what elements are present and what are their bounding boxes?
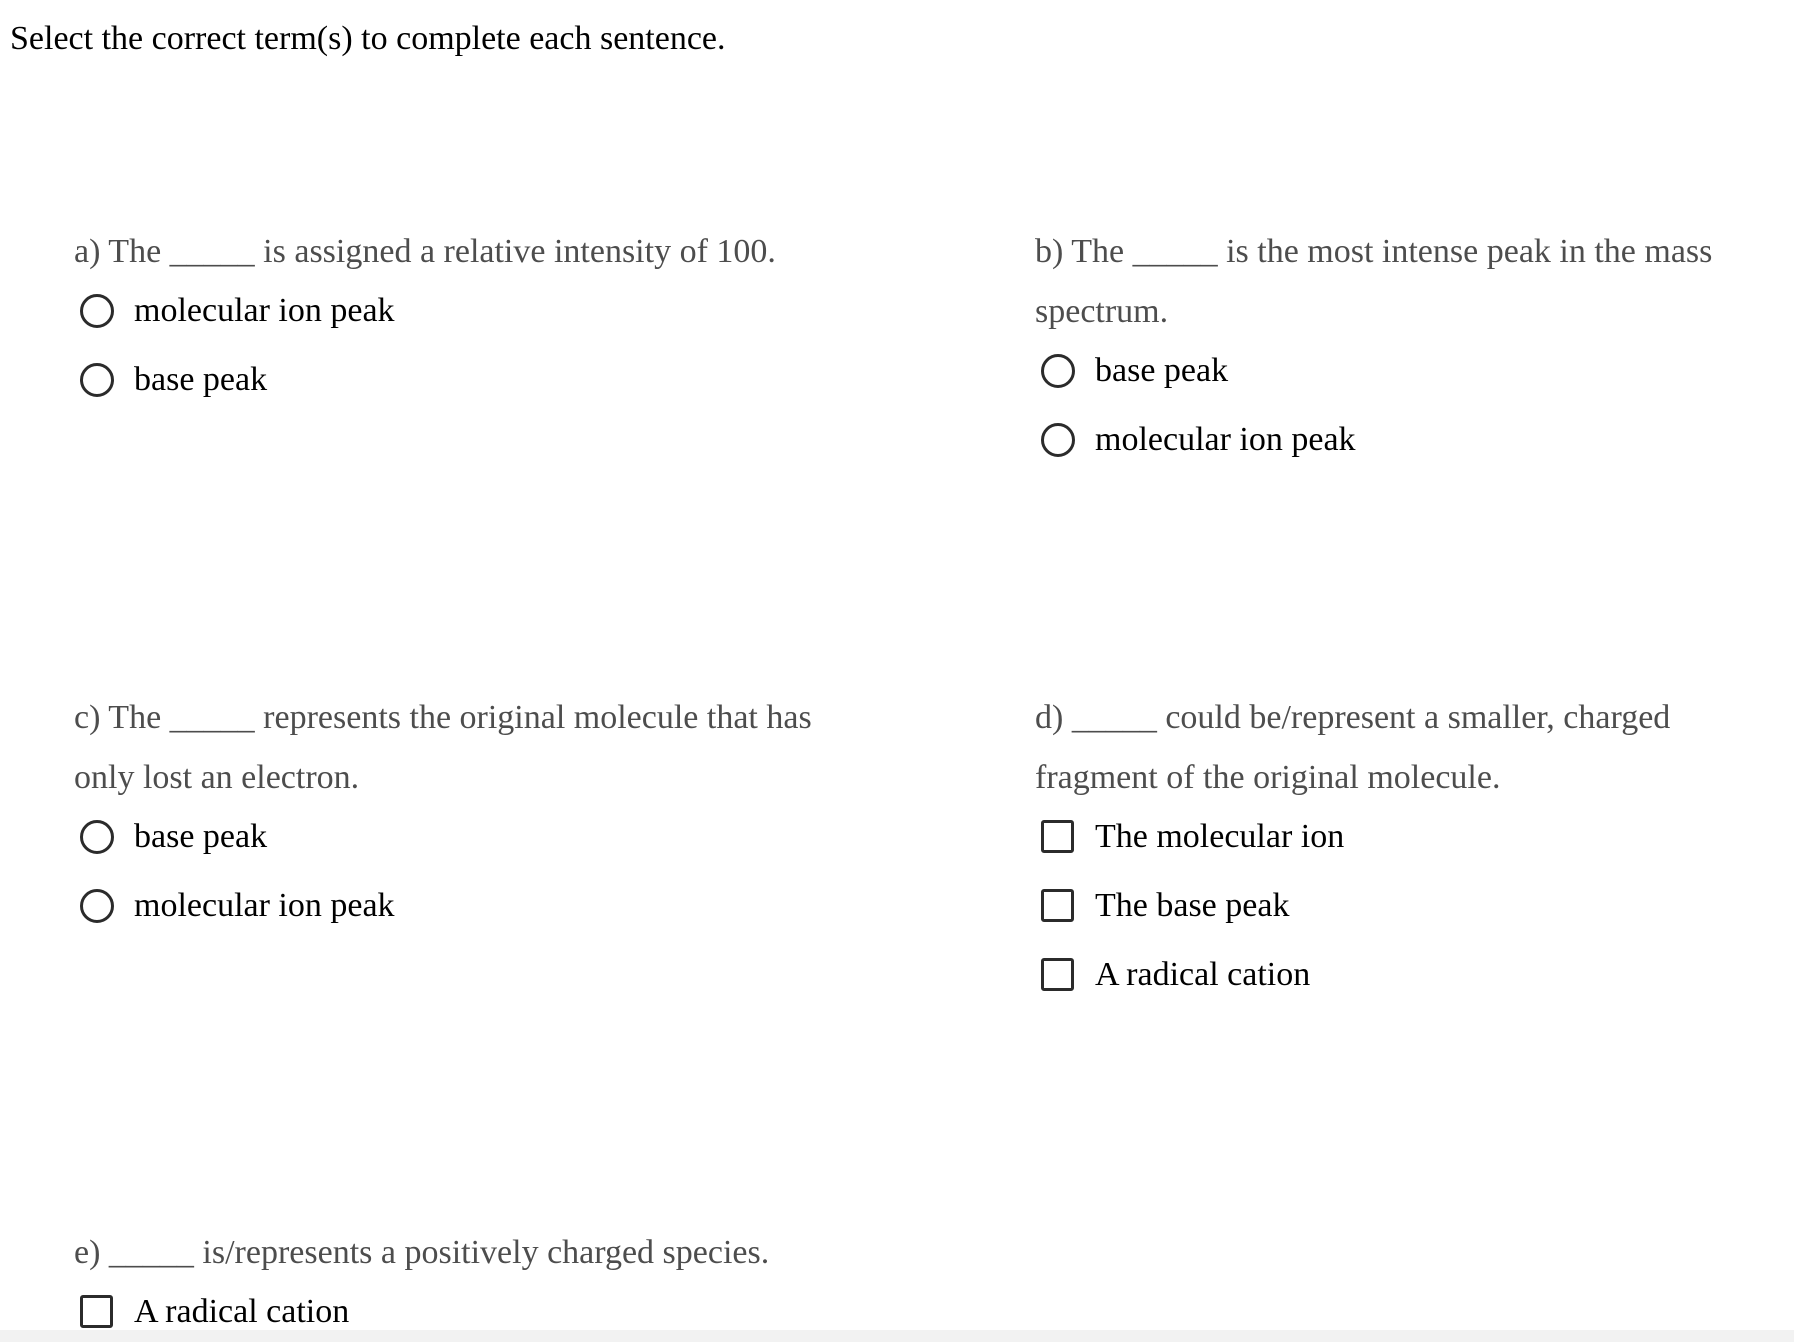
question-d-suffix: could be/represent a smaller, charged fragment of the original molecule. xyxy=(1035,699,1671,796)
checkbox[interactable] xyxy=(80,1295,113,1328)
radio-button[interactable] xyxy=(1041,354,1075,388)
checkbox[interactable] xyxy=(1041,958,1074,991)
question-d-option-the-base-peak[interactable] xyxy=(1035,871,1735,940)
question-d-blank: _____ xyxy=(1071,699,1157,736)
question-b-option-molecular-ion-peak[interactable] xyxy=(1035,405,1735,474)
option-label: base peak xyxy=(134,360,268,398)
option-label: base peak xyxy=(134,817,268,855)
question-b-blank: _____ xyxy=(1132,233,1218,270)
option-label: molecular ion peak xyxy=(1095,420,1356,458)
question-a-prefix: a) The xyxy=(74,233,170,270)
question-b-prefix: b) The xyxy=(1035,233,1133,270)
question-c-suffix: represents the original molecule that has only lost an electron. xyxy=(74,699,812,796)
option-label: molecular ion peak xyxy=(134,291,395,329)
question-d-option-a-radical-cation[interactable] xyxy=(1035,940,1735,1009)
option-label: The base peak xyxy=(1095,886,1290,924)
question-d-stem xyxy=(1035,688,1735,808)
question-c-option-molecular-ion-peak[interactable] xyxy=(74,871,834,940)
checkbox[interactable] xyxy=(1041,889,1074,922)
question-c-blank: _____ xyxy=(169,699,255,736)
question-c xyxy=(74,688,834,940)
question-e xyxy=(74,1223,834,1342)
radio-button[interactable] xyxy=(80,363,114,397)
instructions-text: Select the correct term(s) to complete each sentence. xyxy=(10,20,726,57)
question-c-stem xyxy=(74,688,834,808)
question-e-prefix: e) xyxy=(74,1234,109,1271)
question-b-option-base-peak[interactable] xyxy=(1035,336,1735,405)
question-a-option-molecular-ion-peak[interactable] xyxy=(74,276,834,345)
question-b-stem xyxy=(1035,222,1735,342)
question-a xyxy=(74,222,834,414)
question-a-option-base-peak[interactable] xyxy=(74,345,834,414)
question-e-blank: _____ xyxy=(108,1234,194,1271)
option-label: A radical cation xyxy=(134,1292,350,1330)
question-c-option-base-peak[interactable] xyxy=(74,802,834,871)
option-label: base peak xyxy=(1095,351,1229,389)
radio-button[interactable] xyxy=(80,820,114,854)
question-a-suffix: is assigned a relative intensity of 100. xyxy=(254,233,776,270)
option-label: A radical cation xyxy=(1095,955,1311,993)
question-b-suffix: is the most intense peak in the mass spectrum. xyxy=(1035,233,1713,330)
question-a-stem xyxy=(74,222,834,282)
checkbox[interactable] xyxy=(1041,820,1074,853)
radio-button[interactable] xyxy=(80,889,114,923)
question-e-stem xyxy=(74,1223,834,1283)
question-d-option-the-molecular-ion[interactable] xyxy=(1035,802,1735,871)
question-e-suffix: is/represents a positively charged species. xyxy=(193,1234,770,1271)
option-label: The molecular ion xyxy=(1095,817,1345,855)
question-b xyxy=(1035,222,1735,474)
question-c-prefix: c) The xyxy=(74,699,170,736)
footer-band xyxy=(0,1330,1794,1342)
question-d-prefix: d) xyxy=(1035,699,1072,736)
question-d xyxy=(1035,688,1735,1009)
question-a-blank: _____ xyxy=(169,233,255,270)
option-label: molecular ion peak xyxy=(134,886,395,924)
radio-button[interactable] xyxy=(80,294,114,328)
radio-button[interactable] xyxy=(1041,423,1075,457)
